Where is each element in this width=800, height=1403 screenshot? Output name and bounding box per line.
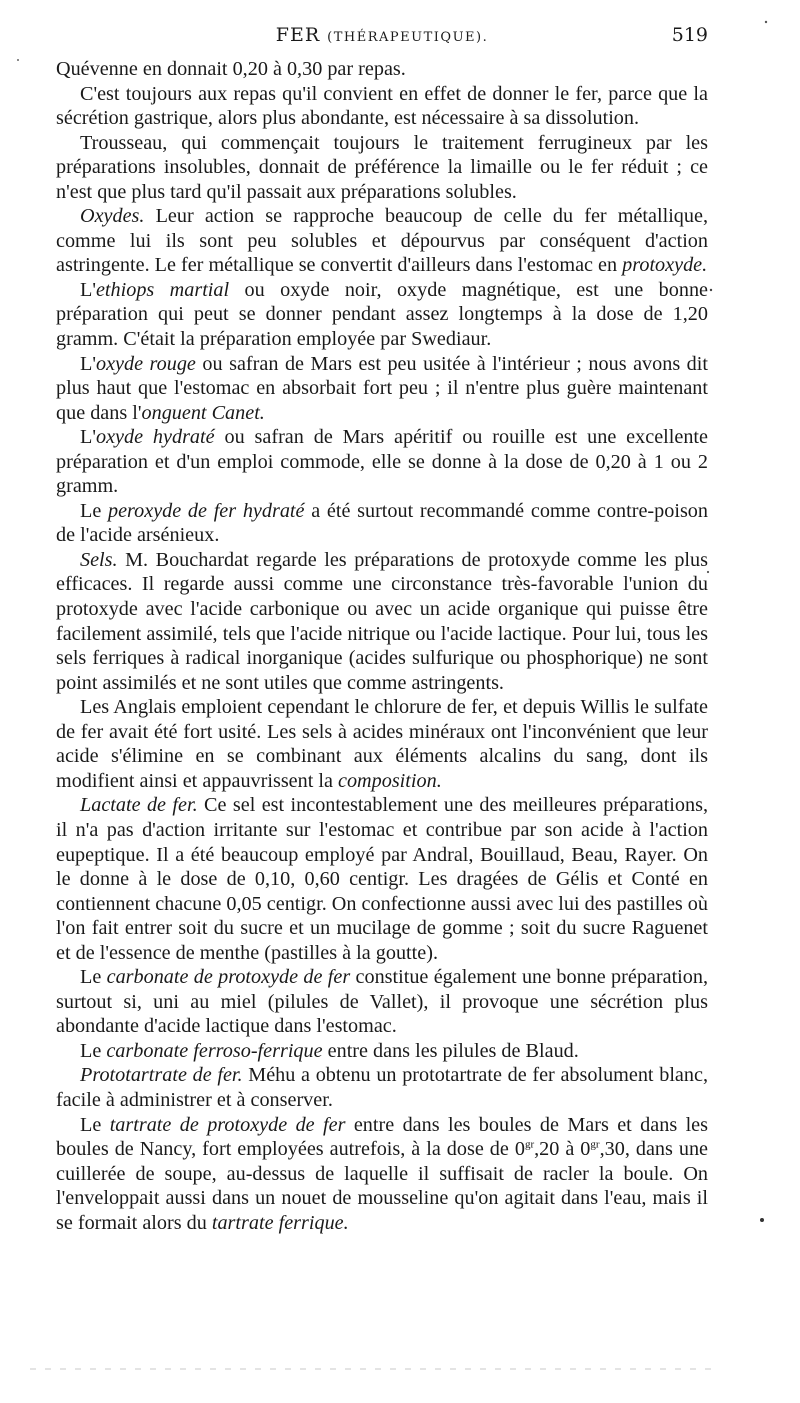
text-run: M. Bouchardat regarde les préparations de protoxyde comme les plus efficaces. Il regarde aussi comme une circonstance très-favorable l'union du protoxyde avec l'acide carbonique ou avec un acide organique qui puisse être facilement assimilé, tels que l'acide nitrique ou l'acide lactique. Pour lui, tous les sels ferriques à radical inorganique (acides sulfurique ou phosphorique) ne sont point assimilés et ne sont utiles que comme astringents. xyxy=(56,548,708,694)
italic-term: tartrate de protoxyde de fer xyxy=(109,1113,346,1136)
paragraph xyxy=(56,548,708,695)
text-run: L' xyxy=(80,278,96,301)
italic-term: Prototartrate de fer. xyxy=(80,1064,243,1087)
text-run: Quévenne en donnait 0,20 à 0,30 par repas. xyxy=(56,58,406,80)
italic-term: protoxyde. xyxy=(622,254,708,277)
unit-superscript: gr xyxy=(590,1138,600,1151)
italic-term: carbonate ferroso-ferrique xyxy=(106,1039,323,1062)
text-run: a été surtout recommandé comme contre-poison de l'acide arsénieux. xyxy=(56,499,708,547)
speck-mark xyxy=(765,21,767,23)
text-run: Trousseau, qui commençait toujours le traitement ferrugineux par les préparations insolubles, donnait de préférence la limaille ou le fer réduit ; ce n'est que plus tard qu'il passait aux préparations solubles. xyxy=(56,131,708,203)
italic-term: oxyde rouge xyxy=(95,352,196,375)
speck-mark xyxy=(760,1218,764,1222)
paragraph xyxy=(56,1039,708,1064)
running-title-sub: (THÉRAPEUTIQUE). xyxy=(327,30,489,45)
body-text xyxy=(56,57,708,1235)
italic-term: composition. xyxy=(338,769,442,792)
running-title-main: FER xyxy=(275,24,321,46)
text-run: L' xyxy=(80,352,96,375)
text-run: Ce sel est incontestablement une des meilleures préparations, il n'a pas d'action irritante sur l'estomac et contribue par son acide à l'action eupeptique. Il a été beaucoup employé par Andral, Bouillaud, Beau, Rayer. On le donne à le dose de 0,10, 0,60 centigr. Les dragées de Gélis et Conté en contiennent chacune 0,05 centigr. On confectionne aussi avec lui des pastilles où l'on fait entrer soit du sucre et un mucilage de gomme ; soit du sucre Raguenet et de l'essence de menthe (pastilles à la goutte). xyxy=(56,794,709,964)
text-run: constitue également une bonne préparation, surtout si, uni au miel (pilules de Vallet), il provoque une sécrétion plus abondante d'acide lactique dans l'estomac. xyxy=(56,966,709,1038)
text-run: Leur action se rapproche beaucoup de celle du fer métallique, comme lui ils sont peu solubles et dépourvus par conséquent d'action astringente. Le fer métallique se convertit d'ailleurs dans l'estomac en xyxy=(56,205,708,277)
paragraph xyxy=(56,57,708,82)
text-run: Méhu a obtenu un prototartrate de fer absolument blanc, facile à administrer et à conserver. xyxy=(56,1064,708,1111)
paragraph xyxy=(56,499,708,548)
paragraph xyxy=(56,965,708,1039)
paragraph xyxy=(56,204,708,278)
paragraph xyxy=(56,425,708,499)
text-run: entre dans les pilules de Blaud. xyxy=(322,1039,579,1062)
text-run: Les Anglais emploient cependant le chlorure de fer, et depuis Willis le sulfate de fer avait été fort usité. Les sels à acides minéraux ont l'inconvénient que leur acide s'élimine en se combinant aux éléments alcalins du sang, dont ils modifient ainsi et appauvrissent la xyxy=(56,696,708,792)
speck-mark xyxy=(710,289,712,291)
italic-term: tartrate ferrique. xyxy=(211,1211,349,1234)
text-run: Le xyxy=(80,499,108,522)
text-run: C'est toujours aux repas qu'il convient en effet de donner le fer, parce que la sécrétion gastrique, alors plus abondante, est nécessaire à sa dissolution. xyxy=(56,82,708,130)
unit-superscript: gr xyxy=(524,1138,535,1151)
paragraph xyxy=(56,695,708,793)
page-number: 519 xyxy=(671,24,708,46)
italic-term: carbonate de protoxyde de fer xyxy=(106,966,351,989)
text-run: ou safran de Mars apéritif ou rouille est une excellente préparation et d'un emploi commode, elle se donne à la dose de 0,20 à 1 ou 2 gramm. xyxy=(56,426,708,498)
italic-term: Sels. xyxy=(80,548,118,571)
text-run: Le xyxy=(80,1113,110,1136)
text-run: Le xyxy=(80,1039,107,1062)
running-title xyxy=(56,24,708,46)
italic-term: onguent Canet. xyxy=(141,401,265,424)
paragraph xyxy=(56,352,708,426)
paragraph xyxy=(56,82,708,131)
text-run: ,20 à 0 xyxy=(534,1138,591,1161)
italic-term: peroxyde de fer hydraté xyxy=(108,499,305,522)
speck-mark xyxy=(17,59,19,61)
text-run: entre dans les boules de Mars et dans les boules de Nancy, fort employées autrefois, à la dose de 0 xyxy=(56,1113,708,1161)
italic-term: Oxydes. xyxy=(80,205,145,228)
paragraph xyxy=(56,278,708,352)
running-header xyxy=(56,24,708,54)
paragraph xyxy=(56,793,708,965)
text-run: ,30, dans une cuillerée de soupe, au-dessus de laquelle il suffisait de racler la boule. On l'enveloppait aussi dans un nouet de mousseline qu'on agitait dans l'eau, mais il se formait alors du xyxy=(56,1138,708,1234)
italic-term: ethiops martial xyxy=(95,278,230,301)
italic-term: Lactate de fer. xyxy=(80,794,198,817)
paragraph xyxy=(56,1063,708,1112)
italic-term: oxyde hydraté xyxy=(95,426,215,449)
text-run: ou safran de Mars est peu usitée à l'intérieur ; nous avons dit plus haut que l'estomac en absorbait fort peu ; il n'entre plus guère maintenant que dans l' xyxy=(56,352,708,424)
paragraph xyxy=(56,1113,708,1236)
paragraph xyxy=(56,131,708,205)
text-run: ou oxyde noir, oxyde magnétique, est une bonne préparation qui peut se donner pendant assez longtemps à la dose de 1,20 gramm. C'était la préparation employée par Swediaur. xyxy=(56,278,708,351)
text-run: Le xyxy=(80,966,107,989)
text-run: L' xyxy=(80,426,96,449)
